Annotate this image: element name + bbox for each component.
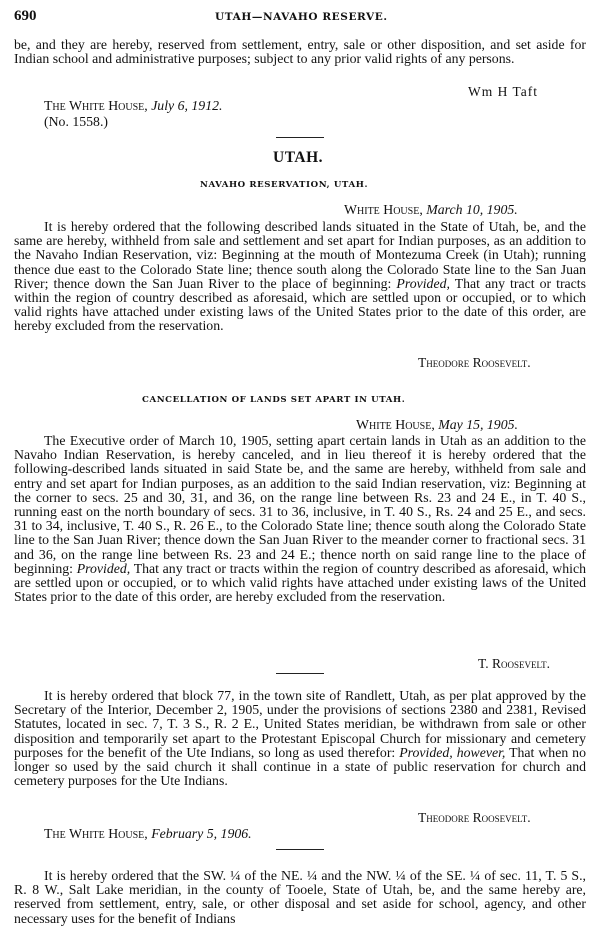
- divider: [276, 849, 324, 850]
- section3-text-b: That when no longer so used by the said church it shall continue in a state of public reservation for church and cemetery purposes for the Ute Indians.: [14, 744, 586, 789]
- section1-text-a: It is hereby ordered that the following described lands situated in the State of Utah, be, and the same are hereby, withheld from sale and settlement and set apart for Indian purposes, as an addition to the Navaho Indian Reservation, viz: Beginning at the mouth of Montezuma Creek (in Utah); running thence due east to the Colorado State line; thence south along the Colorado State line to the San Juan River; thence down the San Juan River to the place of beginning:: [14, 219, 586, 291]
- dateline-date: May 15, 1905.: [438, 417, 518, 432]
- proviso: Provided,: [76, 560, 131, 576]
- dateline-feb-1906: [44, 826, 252, 842]
- page-number: 690: [14, 8, 37, 24]
- dateline-march-1905: [344, 202, 518, 218]
- signature-roosevelt-2: T. Roosevelt.: [478, 656, 551, 671]
- signature-taft: Wm H Taft: [468, 84, 539, 99]
- section2-body: [14, 434, 586, 604]
- section-heading-navaho: NAVAHO RESERVATION, UTAH.: [200, 180, 369, 190]
- section2-text-b: That any tract or tracts within the region of country described as aforesaid, which are settled upon or occupied, or to which valid rights have attached under existing laws of the United States prior to the date of this order, are hereby excluded from the reservation.: [14, 560, 586, 605]
- dateline-place: The White House,: [44, 98, 148, 113]
- dateline-date: March 10, 1905.: [426, 202, 518, 217]
- divider: [276, 673, 324, 674]
- section1-text-b: That any tract or tracts within the region of country described as aforesaid, which are settled upon or occupied, or to which valid rights have attached under existing laws of the United States prior to the date of this order, are hereby excluded from the reservation.: [14, 275, 587, 334]
- dateline-date: February 5, 1906.: [151, 826, 252, 841]
- running-title: UTAH—NAVAHO RESERVE.: [215, 11, 388, 23]
- section-heading-cancellation: CANCELLATION OF LANDS SET APART IN UTAH.: [142, 395, 406, 405]
- dateline-place: White House,: [344, 202, 423, 217]
- dateline-place: The White House,: [44, 826, 148, 841]
- signature-roosevelt-3: Theodore Roosevelt.: [418, 810, 531, 825]
- state-heading: UTAH.: [273, 149, 324, 166]
- dateline-1912: [44, 98, 222, 114]
- proviso: Provided,: [396, 275, 450, 291]
- dateline-may-1905: [356, 417, 518, 433]
- section3-body: [14, 689, 586, 788]
- section1-body: [14, 220, 586, 334]
- proviso: Provided, however,: [399, 744, 506, 760]
- dateline-date: July 6, 1912.: [151, 98, 223, 113]
- prior-order-text: be, and they are hereby, reserved from settlement, entry, sale or other disposition, and set aside for Indian school and administrative purposes; subject to any prior valid rights of any persons.: [14, 37, 586, 67]
- dateline-place: White House,: [356, 417, 435, 432]
- section4-body: It is hereby ordered that the SW. ¼ of the NE. ¼ and the NW. ¼ of the SE. ¼ of sec. 11, T. 5 S., R. 8 W., Salt Lake meridian, in the county of Tooele, State of Utah, be, and the same hereby are, reserved from settlement, entry, sale, or other disposal and set aside for school, agency, and other necessary uses for the benefit of Indians: [14, 868, 586, 926]
- divider: [276, 137, 324, 138]
- section3-text-a: It is hereby ordered that block 77, in the town site of Randlett, Utah, as per plat approved by the Secretary of the Interior, December 2, 1905, under the provisions of sections 2380 and 2381, Revised Statutes, located in sec. 7, T. 3 S., R. 2 E., United States meridian, be withdrawn from sale or other disposition and temporarily set apart to the Protestant Episcopal Church for missionary and cemetery purposes for the benefit of the Ute Indians, so long as used therefor:: [14, 688, 586, 760]
- order-number: (No. 1558.): [44, 114, 108, 129]
- signature-roosevelt-1: Theodore Roosevelt.: [418, 355, 531, 370]
- section2-text-a: The Executive order of March 10, 1905, setting apart certain lands in Utah as an addition to the Navaho Indian Reservation, is hereby canceled, and in lieu thereof it is hereby ordered that the following-described lands situated in said State be, and the same are hereby, withheld from sale and entry and set apart for Indian purposes, as an addition to the said Indian reservation, viz: Beginning at the corner to secs. 25 and 30, 31, and 36, on the range line between Rs. 23 and 24 E., in T. 40 S., running east on the north boundary of secs. 31 to 36, inclusive, in T. 40 S., Rs. 24 and 25 E., and secs. 31 to 34, inclusive, T. 40 S., R. 26 E., to the Colorado State line; thence south along the Colorado State line to the San Juan River; thence down the San Juan River to the meander corner to fractional secs. 31 and 36, on the range line between Rs. 23 and 24 E.; thence north on said range line to the place of beginning:: [14, 433, 586, 576]
